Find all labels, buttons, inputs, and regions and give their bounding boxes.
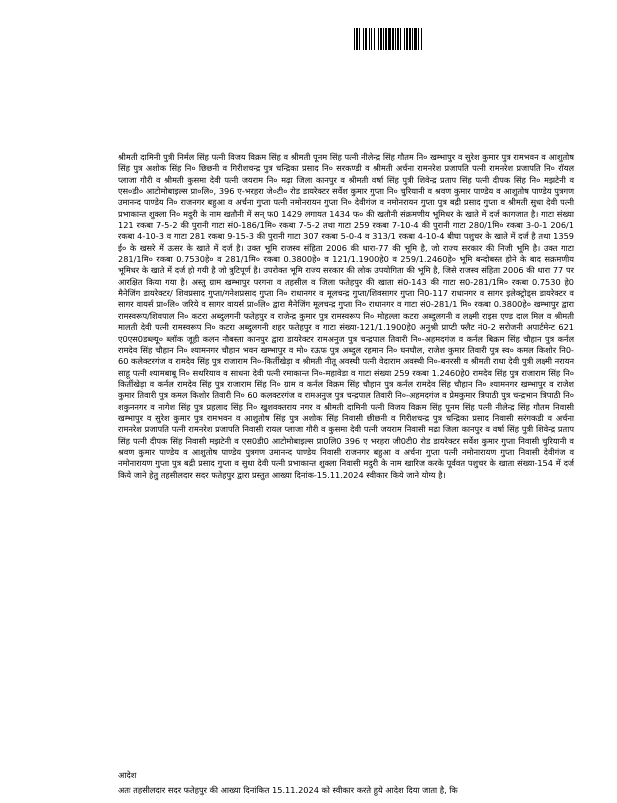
order-heading: आदेश (118, 770, 137, 780)
body-paragraph: श्रीमती दामिनी पुत्री निर्मल सिंह पत्नी विजय विक्रम सिंह व श्रीमती पूनम सिंह पत्नी नीलेन्द्र सिंह गौतम नि० खम्भापुर व सुरेश कुमार पुत्र रामभवन व आशुतोष सिंह पुत्र अशोक सिंह नि० छिछनी व गिरीशचन्द्र पुत्र चन्द्रिका प्रसाद नि० सरकण्डी व श्रीमती अर्चना रामनरेश प्रजापति पत्नी रामनरेश प्रजापति नि० रॉयल प्लाजा गौरी व श्रीमती कुसमा देवी पत्नी जयराम नि० मढ़ा जिला कानपुर व श्रीमती वर्षा सिंह पुत्री शिवेन्द्र प्रताप सिंह पत्नी दीपक सिंह नि० मझटेनी व एस०डी० आटोमोबाइल्स प्रा०लि०, 396 ए-भरहरा जे०टी० रोड डायरेक्टर सर्वेश कुमार गुप्ता नि० चुरियानी व श्रवण कुमार पाण्डेय व आशुतोष पाण्डेय पुत्रगण उमानन्द पाण्डेय नि० राजनगर बहुआ व अर्चना गुप्ता पत्नी नमोनरायन गुप्ता नि० देवीगंज व नमोनरायन गुप्ता पुत्र बद्री प्रसाद गुप्ता व श्रीमती सुधा देवी पत्नी प्रभाकान्त शुक्ला नि० मदुरी के नाम खतौनी में सन् फ0 1429 लगायत 1434 फ० की खतौनी संक्रमणीय भूमिधर के खाते में दर्ज कागजात है। गाटा संख्या 121 रकबा 7-5-2 की पुरानी गाटा सं0-186/1मि० रकबा 7-5-2 तथा गाटा 259 रकबा 7-10-4 की पुरानी गाटा 280/1मि० रकबा 3-0-1 206/1 रकबा 4-10-3 व गाटा 281 रकबा 9-15-3 की पुरानी गाटा 307 रकबा 5-0-4 व 313/1 रकबा 4-10-4 बीघा पशुचर के खाते में दर्ज है तथा 1359 ई० के खसरे में ऊसर के खाते में दर्ज है। उक्त भूमि राजस्व संहिता 2006 की धारा-77 की भूमि है, जो राज्य सरकार की निजी भूमि है। उक्त गाटा 281/1मि० रकबा 0.7530हे० व 281/1मि० रकबा 0.3800हे० व 121/1.1900हे0 व 259/1.2460हे० भूमि बन्दोबस्त होने के बाद सक्रमणीय भूमिधर के खाते में दर्ज हो गयी है जो त्रुटिपूर्ण है। उपरोक्त भूमि राज्य सरकार की लोक उपयोगिता की भूमि है, जिसे राजस्व संहिता 2006 की धारा 77 पर आरक्षित किया गया है। अस्तु ग्राम खम्भापुर परगना व तहसील व जिला फतेहपुर की खाता सं0-143 की गाटा स0-281/1मि० रकबा 0.7530 हे0 मैनेजिंग डायरेक्टर/ शिवप्रसाद गुप्ता/गनेशप्रसाद गुप्ता नि० राधानगर व मूलचन्द्र गुप्ता/शिवसागर गुप्ता नि0-117 राधानगर व सागर इलेक्ट्रोड्स डायरेक्टर व सागर वायर्स प्रा०लि० जरिये व सागर वायर्स प्रा०लि० द्वारा मैनेजिंग मूलचन्द्र गुप्ता नि० राधानगर व गाटा सं0-281/1 मि० रकबा 0.3800हे० खम्भापुर द्वारा रामस्वरूप/शिवपाल नि० कटरा अब्दुलगनी फतेहपुर व राजेन्द्र कुमार पुत्र रामस्वरूप नि० मोहल्ला कटरा अब्दुलगनी व लक्ष्मी राइस एण्ड दाल मिल व श्रीमती मालती देवी पत्नी रामस्वरूप नि० कटरा अब्दुलगनी शहर फतेहपुर व गाटा संख्या-121/1.1900हे0 अनुश्री प्राप्टी फ्लैट नं0-2 सरोजनी अपार्टमेन्ट 621 ए0एस0डब्ल्यू० ब्लॉक जूही कलन नौबस्ता कानपुर द्वारा डायरेक्टर रामअनुज पुत्र चन्द्रपाल तिवारी नि०-अहमदगंज व कर्नल बिक्रम सिंह चौहान पुत्र कर्नल रामदेव सिंह चौहान नि० श्यामनगर चौहान भवन खम्भापुर व मो० रऊफ पुत्र अब्दुल रहमान नि० घनघौल, राजेश कुमार तिवारी पुत्र स्व० कमल किशोर नि0-60 कलेक्टरगंज व रामदेव सिंह पुत्र राजाराम नि०-किर्तीखेड़ा व श्रीमती नीतू अवस्थी पत्नी वेदाराम अवस्थी नि०-बनरसी व श्रीमती राधा देवी पुत्री लक्ष्मी नरायन साहू पत्नी श्यामबाबू नि० सथरियाव व साधना देवी पत्नी रमाकान्त नि०-महावेडा व गाटा संख्या 259 रकबा 1.2460हे0 रामदेव सिंह पुत्र राजाराम सिंह नि० किर्तीखेड़ा व कर्नल रामदेव सिंह पुत्र राजाराम सिंह नि० ग्राम व कर्नल विक्रम सिंह चौहान पुत्र कर्नल रामदेव सिंह चौहान नि० श्यामनगर खम्भापुर व राजेश कुमार तिवारी पुत्र कमल किशोर तिवारी नि० 60 कलक्टरगंज व रामअनुज पुत्र चन्द्रपाल तिवारी नि०-अहमदगंज व प्रेमकुमार त्रिपाठी पुत्र चन्द्रभान त्रिपाठी नि० शकुननगर व नागेश सिंह पुत्र प्रहलाद सिंह नि० खुशवक्तराय नगर व श्रीमती दामिनी पत्नी विजय विक्रम सिंह पूनम सिंह पत्नी नीलेन्द्र सिंह गौतम निवासी खम्भापुर व सुरेश कुमार पुत्र रामभवन व आशुतोष सिंह पुत्र अशोक सिंह निवासी छीछनी व गिरीशचन्द्र पुत्र चन्द्रिका प्रसाद निवासी सरंगकडी व अर्चना रामनरेश प्रजापति पत्नी रामनरेश प्रजापति निवासी रायल प्लाजा गौरी व कुसमा देवी पत्नी जयराम निवासी मढा जिला कानपुर व वर्षा सिंह पुत्री शिवेन्द्र प्रताप सिंह पत्नी दीपक सिंह निवासी मझटेनी व एस0डी0 आटोमोबाइल्स प्रा0लि0 396 ए भरहरा जी0टी0 रोड डायरेक्टर सर्वेश कुमार गुप्ता निवासी चुरियानी व श्रवण कुमार पाण्डेय व आशुतोष पाण्डेय पुत्रगण उमानन्द पाण्डेय निवासी राजनगर बहुआ व अर्चना गुप्ता पत्नी नमोनारायण गुप्ता निवासी देवीगंज व नमोनारायण गुप्ता पुत्र बद्री प्रसाद गुप्ता व सुधा देवी पत्नी प्रभाकान्त शुक्ला निवासी मदुरी के नाम खारिज करके पूर्ववत पशुचर के खाता संख्या-154 में दर्ज किये जाने हेतु तहसीलदार सदर फतेहपुर द्वारा प्रस्तुत आख्या दिनांक-15.11.2024 स्वीकार किये जाने योग्य है। (118, 152, 574, 480)
barcode (354, 28, 466, 50)
order-line: अतः तहसीलदार सदर फतेहपुर की आख्या दिनांकित 15.11.2024 को स्वीकार करते हुये आदेश दिया जाता है, कि (118, 785, 458, 795)
